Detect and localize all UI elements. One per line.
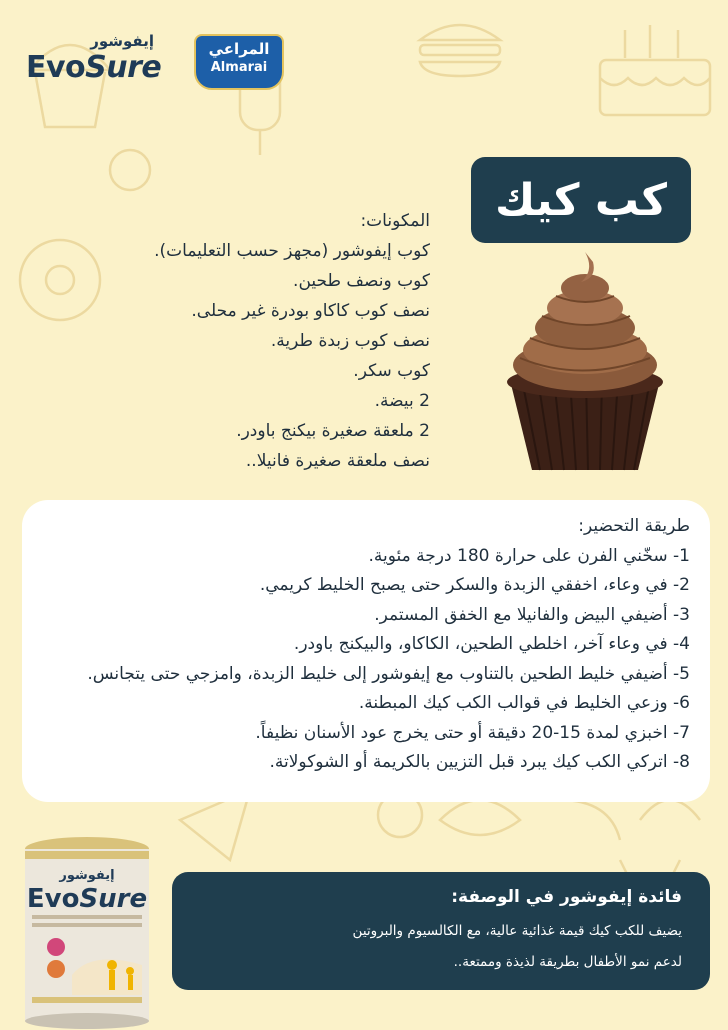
can-brand-evo: Evo [26,884,80,914]
almarai-logo [194,34,284,90]
method-step: 8- اتركي الكب كيك يبرد قبل التزيين بالكريمة أو الشوكولاتة. [269,752,690,772]
ingredient-item: كوب سكر. [353,361,430,381]
cupcake-image [500,250,670,475]
method-step: 5- أضيفي خليط الطحين بالتناوب مع إيفوشور إلى خليط الزبدة، وامزجي حتى يتجانس. [87,663,690,684]
benefit-box [172,872,710,990]
method-step: 1- سخّني الفرن على حرارة 180 درجة مئوية. [368,545,690,566]
can-brand-arabic: إيفوشور [59,868,115,883]
ingredient-item: نصف كوب زبدة طرية. [270,331,430,351]
evosure-logo-sure: Sure [85,50,162,85]
ingredient-item: نصف كوب كاكاو بودرة غير محلى. [191,301,430,321]
method-heading: طريقة التحضير: [578,516,690,536]
ingredient-item: 2 بيضة. [374,391,430,411]
almarai-logo-arabic: المراعي [208,40,270,58]
can-brand-sure: Sure [79,884,148,914]
method-step: 7- اخبزي لمدة 15-20 دقيقة أو حتى يخرج عود الأسنان نظيفاً. [255,722,690,743]
method-section [22,500,710,802]
method-step: 4- في وعاء آخر، اخلطي الطحين، الكاكاو، والبيكنج باودر. [293,634,690,654]
almarai-logo-english: Almarai [210,60,268,75]
ingredients-list [154,236,430,476]
evosure-logo-evo: Evo [26,50,86,85]
benefit-heading: فائدة إيفوشور في الوصفة: [451,887,682,907]
ingredient-item: 2 ملعقة صغيرة بيكنج باودر. [236,421,430,441]
benefit-line-1: يضيف للكب كيك قيمة غذائية عالية، مع الكالسيوم والبروتين [352,923,682,939]
ingredients-heading: المكونات: [360,211,430,231]
evosure-product-can [22,835,152,1030]
evosure-logo-english [26,50,161,85]
benefit-line-2: لدعم نمو الأطفال بطريقة لذيذة وممتعة.. [453,954,682,970]
evosure-logo-arabic: إيفوشور [90,32,154,50]
can-brand-english [27,884,147,914]
method-step: 3- أضيفي البيض والفانيلا مع الخفق المستمر. [374,604,690,625]
ingredients-section [154,206,430,476]
ingredient-item: نصف ملعقة صغيرة فانيلا.. [245,451,430,471]
evosure-logo [26,32,166,92]
method-step: 6- وزعي الخليط في قوالب الكب كيك المبطنة. [358,693,690,713]
method-step: 2- في وعاء، اخفقي الزبدة والسكر حتى يصبح الخليط كريمي. [259,575,690,595]
ingredient-item: كوب إيفوشور (مجهز حسب التعليمات). [154,241,430,261]
method-steps [32,542,690,778]
recipe-title: كب كيك [471,157,691,243]
ingredient-item: كوب ونصف طحين. [293,271,430,291]
